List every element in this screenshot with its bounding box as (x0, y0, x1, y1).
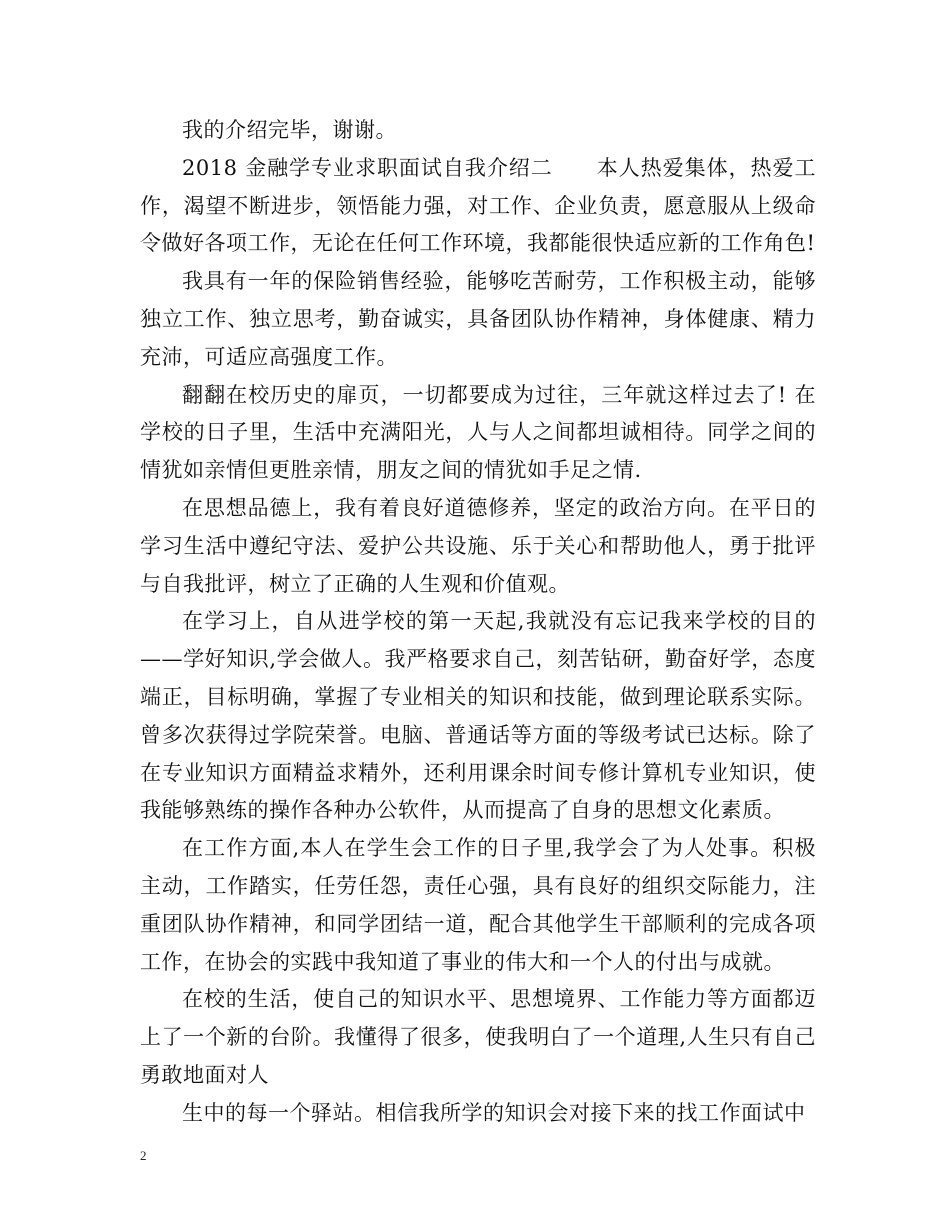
paragraph: 在校的生活，使自己的知识水平、思想境界、工作能力等方面都迈上了一个新的台阶。我懂得了很多，使我明白了一个道理,人生只有自己勇敢地面对人 (140, 987, 816, 1087)
page-number: 2 (140, 1148, 147, 1163)
paragraph: 在思想品德上，我有着良好道德修养，坚定的政治方向。在平日的学习生活中遵纪守法、爱护公共设施、乐于关心和帮助他人，勇于批评与自我批评，树立了正确的人生观和价值观。 (140, 495, 816, 596)
paragraph: 2018 金融学专业求职面试自我介绍二 本人热爱集体，热爱工作，渴望不断进步，领悟能力强，对工作、企业负责，愿意服从上级命令做好各项工作，无论在任何工作环境，我都能很快适应新的工作角色! (140, 155, 816, 256)
paragraph: 生中的每一个驿站。相信我所学的知识会对接下来的找工作面试中 (182, 1100, 806, 1125)
document-body (140, 112, 816, 1133)
paragraph: 在学习上，自从进学校的第一天起,我就没有忘记我来学校的目的——学好知识,学会做人。我严格要求自己，刻苦钻研，勤奋好学，态度端正，目标明确，掌握了专业相关的知识和技能，做到理论联系实际。曾多次获得过学院荣誉。电脑、普通话等方面的等级考试已达标。除了在专业知识方面精益求精外，还利用课余时间专修计算机专业知识，使我能够熟练的操作各种办公软件，从而提高了自身的思想文化素质。 (140, 609, 816, 823)
paragraph: 我的介绍完毕，谢谢。 (182, 118, 397, 142)
paragraph: 在工作方面,本人在学生会工作的日子里,我学会了为人处事。积极主动，工作踏实，任劳任怨，责任心强，具有良好的组织交际能力，注重团队协作精神，和同学团结一道，配合其他学生干部顺利的完成各项工作，在协会的实践中我知道了事业的伟大和一个人的付出与成就。 (140, 836, 816, 974)
paragraph: 翻翻在校历史的扉页，一切都要成为过往，三年就这样过去了! 在学校的日子里，生活中充满阳光，人与人之间都坦诚相待。同学之间的情犹如亲情但更胜亲情，朋友之间的情犹如手足之情. (140, 382, 816, 483)
paragraph: 我具有一年的保险销售经验，能够吃苦耐劳，工作积极主动，能够独立工作、独立思考，勤奋诚实，具备团队协作精神，身体健康、精力充沛，可适应高强度工作。 (140, 269, 816, 369)
